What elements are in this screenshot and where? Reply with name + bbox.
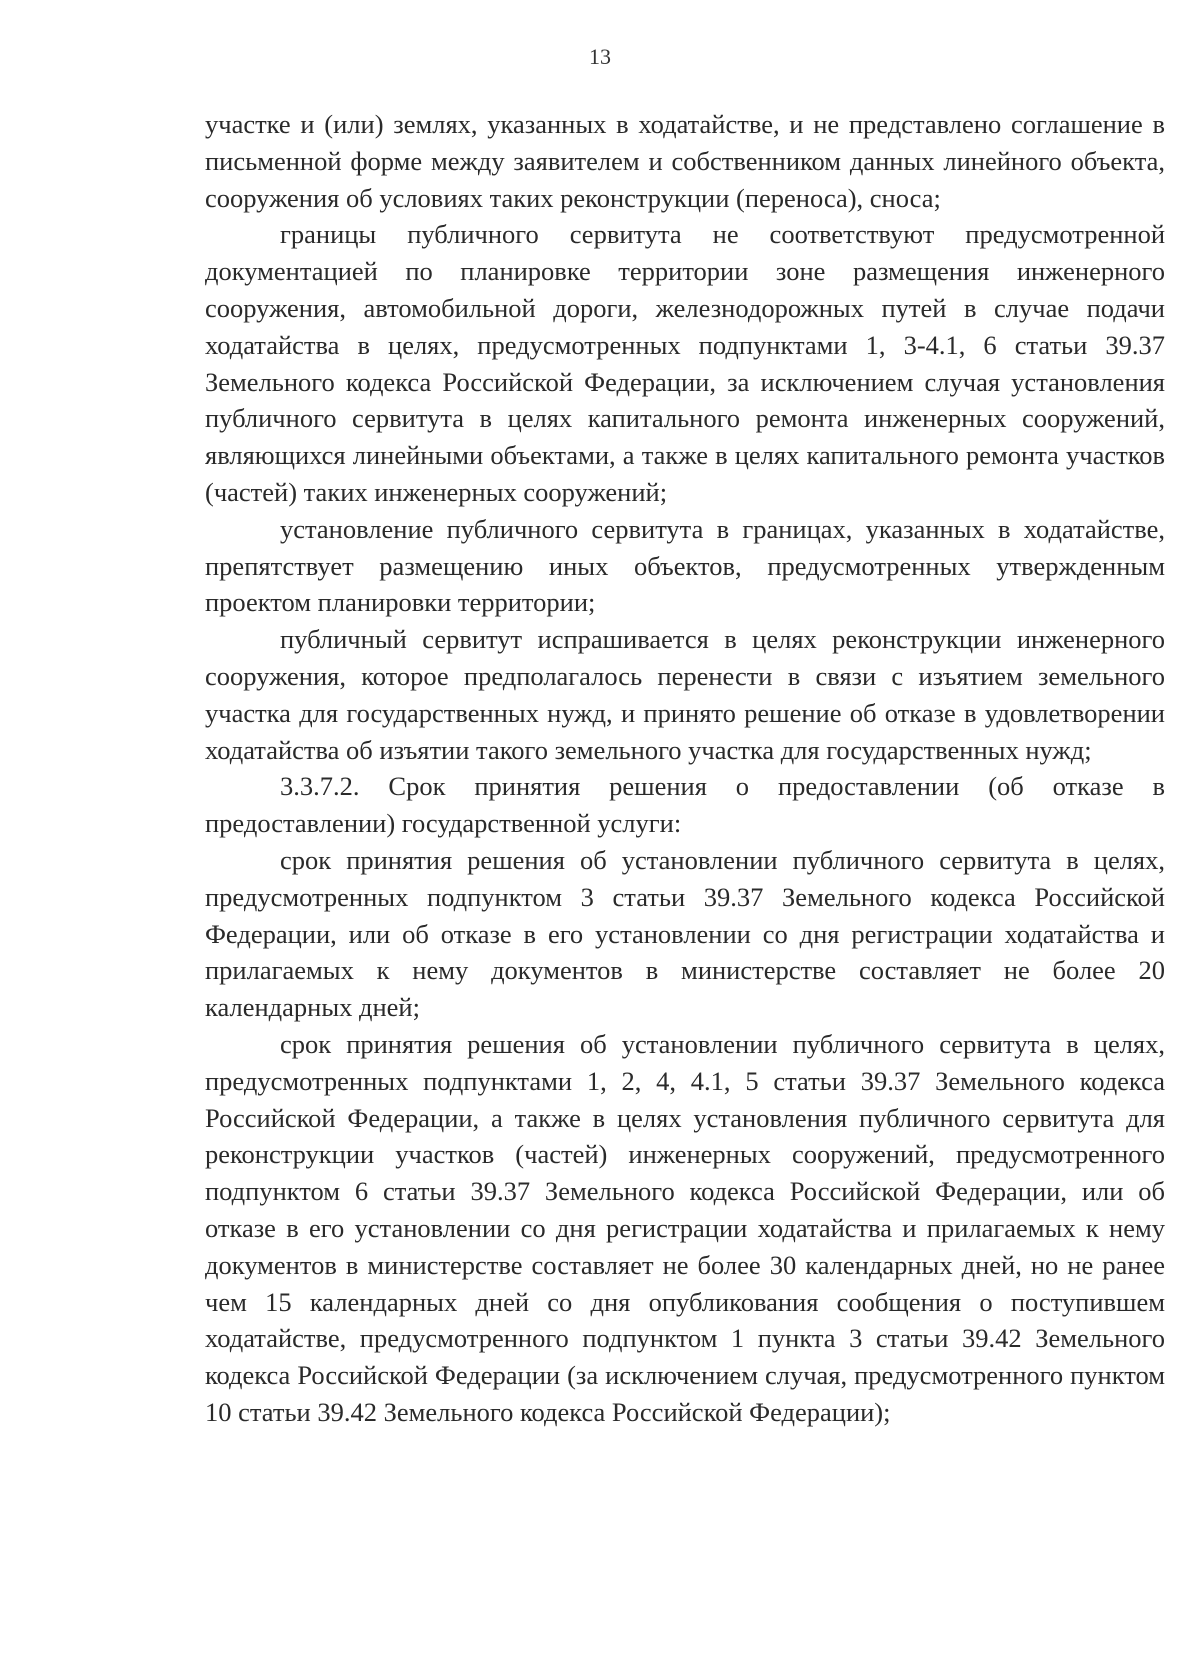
paragraph: срок принятия решения об установлении публичного сервитута в целях, предусмотренных подпунктами 1, 2, 4, 4.1, 5 статьи 39.37 Земельного кодекса Российской Федерации, а также в целях установления публичного сервитута для реконструкции участков (частей) инженерных сооружений, предусмотренного подпунктом 6 статьи 39.37 Земельного кодекса Российской Федерации, или об отказе в его установлении со дня регистрации ходатайства и прилагаемых к нему документов в министерстве составляет не более 30 календарных дней, но не ранее чем 15 календарных дней со дня опубликования сообщения о поступившем ходатайстве, предусмотренного подпунктом 1 пункта 3 статьи 39.42 Земельного кодекса Российской Федерации (за исключением случая, предусмотренного пунктом 10 статьи 39.42 Земельного кодекса Российской Федерации); [205,1028,1165,1427]
paragraph: публичный сервитут испрашивается в целях реконструкции инженерного сооружения, которое предполагалось перенести в связи с изъятием земельного участка для государственных нужд, и принято решение об отказе в удовлетворении ходатайства об изъятии такого земельного участка для государственных нужд; [205,624,1165,765]
paragraph: участке и (или) землях, указанных в ходатайстве, и не представлено соглашение в письменной форме между заявителем и собственником данных линейного объекта, сооружения об условиях таких реконструкции (переноса), сноса; [205,109,1165,213]
paragraph: границы публичного сервитута не соответствуют предусмотренной документацией по планировке территории зоне размещения инженерного сооружения, автомобильной дороги, железнодорожных путей в случае подачи ходатайства в целях, предусмотренных подпунктами 1, 3-4.1, 6 статьи 39.37 Земельного кодекса Российской Федерации, за исключением случая установления публичного сервитута в целях капитального ремонта инженерных сооружений, являющихся линейными объектами, а также в целях капитального ремонта участков (частей) таких инженерных сооружений; [205,219,1165,507]
paragraph: установление публичного сервитута в границах, указанных в ходатайстве, препятствует размещению иных объектов, предусмотренных утвержденным проектом планировки территории; [205,513,1165,618]
page-number: 13 [589,44,611,69]
paragraph: срок принятия решения об установлении публичного сервитута в целях, предусмотренных подпунктом 3 статьи 39.37 Земельного кодекса Российской Федерации, или об отказе в его установлении со дня регистрации ходатайства и прилагаемых к нему документов в министерстве составляет не более 20 календарных дней; [205,844,1165,1023]
document-body [205,106,1165,1431]
section-heading-paragraph: 3.3.7.2. Срок принятия решения о предоставлении (об отказе в предоставлении) государственной услуги: [205,771,1165,839]
